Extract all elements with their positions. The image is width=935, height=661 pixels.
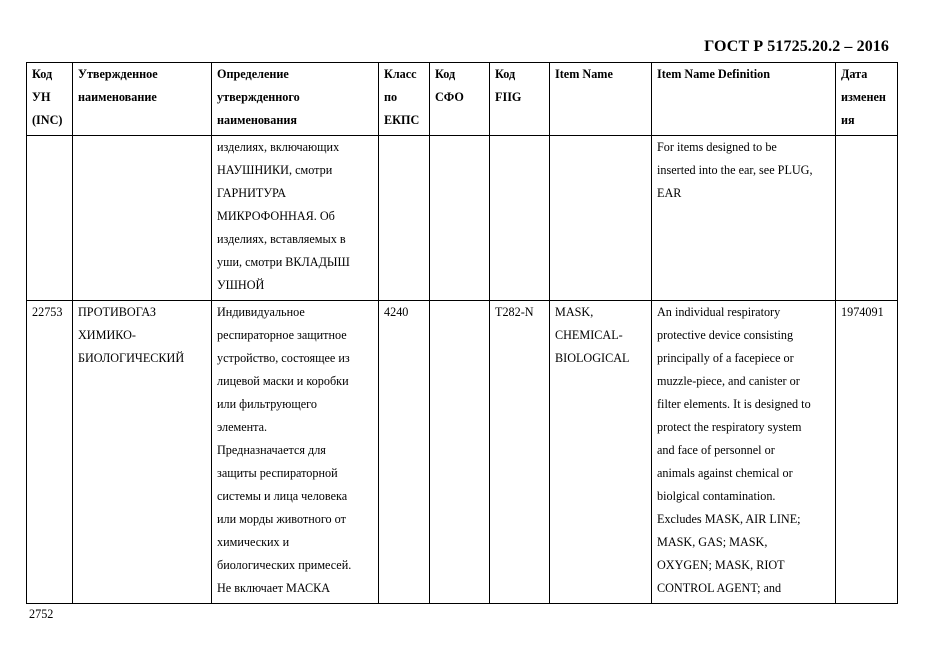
nomenclature-table [26,62,898,604]
cell-sfo-code [430,301,490,604]
cell-approved-name-definition: изделиях, включающих НАУШНИКИ, смотри ГАРНИТУРА МИКРОФОННАЯ. Об изделиях, вставляемых в уши, смотри ВКЛАДЫШ УШНОЙ [212,136,379,301]
page-number: 2752 [29,607,54,621]
table-header-row [27,63,898,136]
header-ekps-class: Класс по ЕКПС [379,63,430,136]
cell-sfo-code [430,136,490,301]
header-change-date: Дата изменен ия [836,63,898,136]
header-fiig-code: Код FIIG [490,63,550,136]
cell-inc [27,136,73,301]
cell-ekps-class: 4240 [379,301,430,604]
cell-approved-name-definition: Индивидуальное респираторное защитное устройство, состоящее из лицевой маски и коробки или фильтрующего элемента. Предназначается для защиты респираторной системы и лица человека или морды животного от химических и биологических примесей. Не включает МАСКА [212,301,379,604]
cell-inc: 22753 [27,301,73,604]
header-approved-name-definition: Определение утвержденного наименования [212,63,379,136]
header-approved-name: Утвержденное наименование [73,63,212,136]
cell-item-name: MASK, CHEMICAL- BIOLOGICAL [550,301,652,604]
cell-item-name-definition: For items designed to be inserted into the ear, see PLUG, EAR [652,136,836,301]
table-row [27,136,898,301]
header-item-name: Item Name [550,63,652,136]
cell-item-name [550,136,652,301]
cell-fiig-code [490,136,550,301]
cell-change-date [836,136,898,301]
cell-approved-name [73,136,212,301]
cell-fiig-code: T282-N [490,301,550,604]
cell-ekps-class [379,136,430,301]
cell-change-date: 1974091 [836,301,898,604]
cell-approved-name: ПРОТИВОГАЗ ХИМИКО- БИОЛОГИЧЕСКИЙ [73,301,212,604]
cell-item-name-definition: An individual respiratory protective device consisting principally of a facepiece or muzzle-piece, and canister or filter elements. It is designed to protect the respiratory system and face of personnel or animals against chemical or biolgical contamination. Excludes MASK, AIR LINE; MASK, GAS; MASK, OXYGEN; MASK, RIOT CONTROL AGENT; and [652,301,836,604]
header-item-name-definition: Item Name Definition [652,63,836,136]
standard-id-header: ГОСТ Р 51725.20.2 – 2016 [704,38,889,55]
header-inc: Код УН (INC) [27,63,73,136]
header-sfo-code: Код СФО [430,63,490,136]
table-row [27,301,898,604]
